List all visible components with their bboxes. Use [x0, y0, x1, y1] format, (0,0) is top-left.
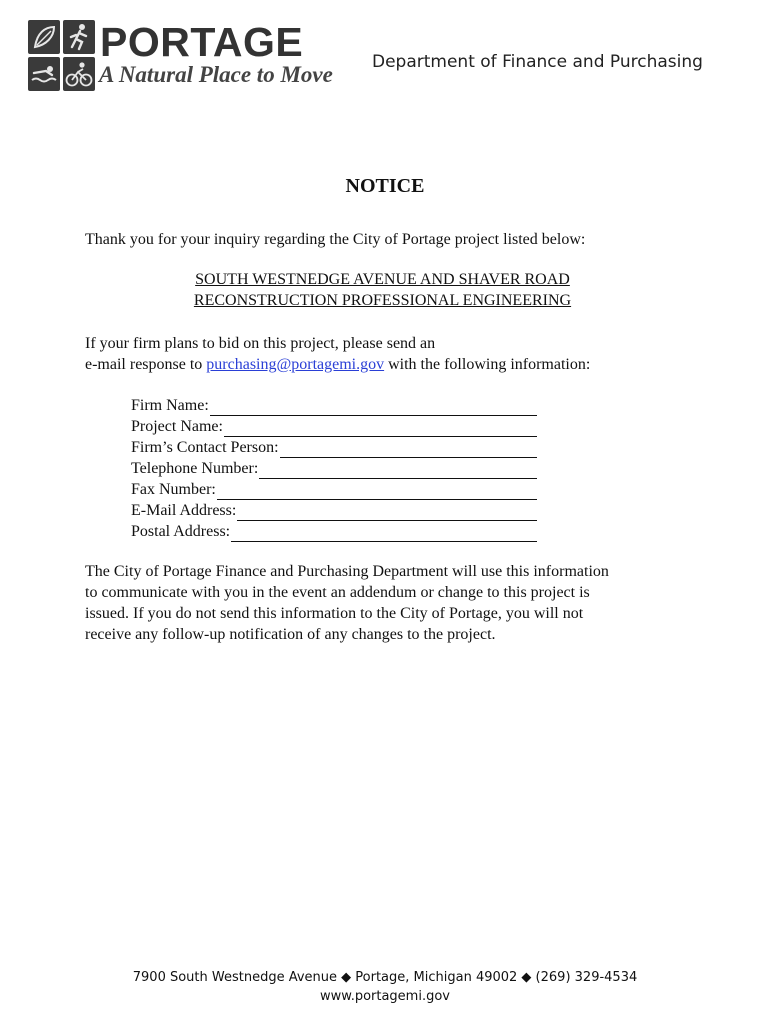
field-telephone	[131, 458, 537, 479]
field-fax	[131, 479, 537, 500]
closing-line: to communicate with you in the event an addendum or change to this project is	[85, 584, 590, 601]
footer-address: 7900 South Westnedge Avenue ◆ Portage, Michigan 49002 ◆ (269) 329-4534	[132, 970, 638, 985]
bid-line-2-prefix: e-mail response to	[85, 356, 207, 373]
field-label: Firm Name:	[131, 397, 209, 414]
field-email	[131, 500, 537, 521]
bid-line-2	[85, 354, 590, 375]
cyclist-icon	[63, 57, 95, 91]
blank-line	[210, 400, 537, 416]
field-project-name	[131, 416, 537, 437]
closing-line: issued. If you do not send this information to the City of Portage, you will not	[85, 605, 584, 622]
field-label: Telephone Number:	[131, 460, 259, 477]
field-label: E-Mail Address:	[131, 502, 237, 519]
portage-logo	[28, 19, 333, 100]
runner-icon	[63, 20, 95, 54]
project-title-line-1: SOUTH WESTNEDGE AVENUE AND SHAVER ROAD	[195, 271, 570, 288]
blank-line	[231, 526, 537, 542]
blank-line	[217, 484, 537, 500]
leaf-icon	[28, 20, 60, 54]
field-label: Firm’s Contact Person:	[131, 439, 279, 456]
field-contact-person	[131, 437, 537, 458]
project-title-line-2: RECONSTRUCTION PROFESSIONAL ENGINEERING	[193, 292, 572, 309]
closing-paragraph	[85, 561, 609, 645]
blank-line	[237, 505, 537, 521]
blank-line	[259, 463, 537, 479]
brand-name: PORTAGE	[100, 19, 304, 65]
field-label: Fax Number:	[131, 481, 216, 498]
info-fields	[131, 395, 537, 542]
bid-line-2-suffix: with the following information:	[384, 356, 591, 373]
swimmer-icon	[28, 57, 60, 91]
closing-line: receive any follow-up notification of any changes to the project.	[85, 626, 496, 643]
field-postal-address	[131, 521, 537, 542]
blank-line	[280, 442, 537, 458]
bid-instructions	[85, 333, 590, 375]
closing-line: The City of Portage Finance and Purchasing Department will use this information	[85, 563, 609, 580]
intro-text: Thank you for your inquiry regarding the City of Portage project listed below:	[85, 231, 586, 248]
bid-line-1: If your firm plans to bid on this project, please send an	[85, 335, 436, 352]
field-firm-name	[131, 395, 537, 416]
project-title	[85, 269, 680, 311]
logo-icon-grid	[28, 20, 96, 92]
department-name: Department of Finance and Purchasing	[372, 52, 703, 72]
brand-tagline: A Natural Place to Move	[99, 62, 333, 87]
notice-title: NOTICE	[345, 175, 425, 197]
blank-line	[224, 421, 537, 437]
field-label: Postal Address:	[131, 523, 231, 540]
footer	[0, 968, 770, 1006]
email-link[interactable]: purchasing@portagemi.gov	[206, 356, 385, 373]
footer-website[interactable]: www.portagemi.gov	[319, 989, 450, 1004]
field-label: Project Name:	[131, 418, 223, 435]
